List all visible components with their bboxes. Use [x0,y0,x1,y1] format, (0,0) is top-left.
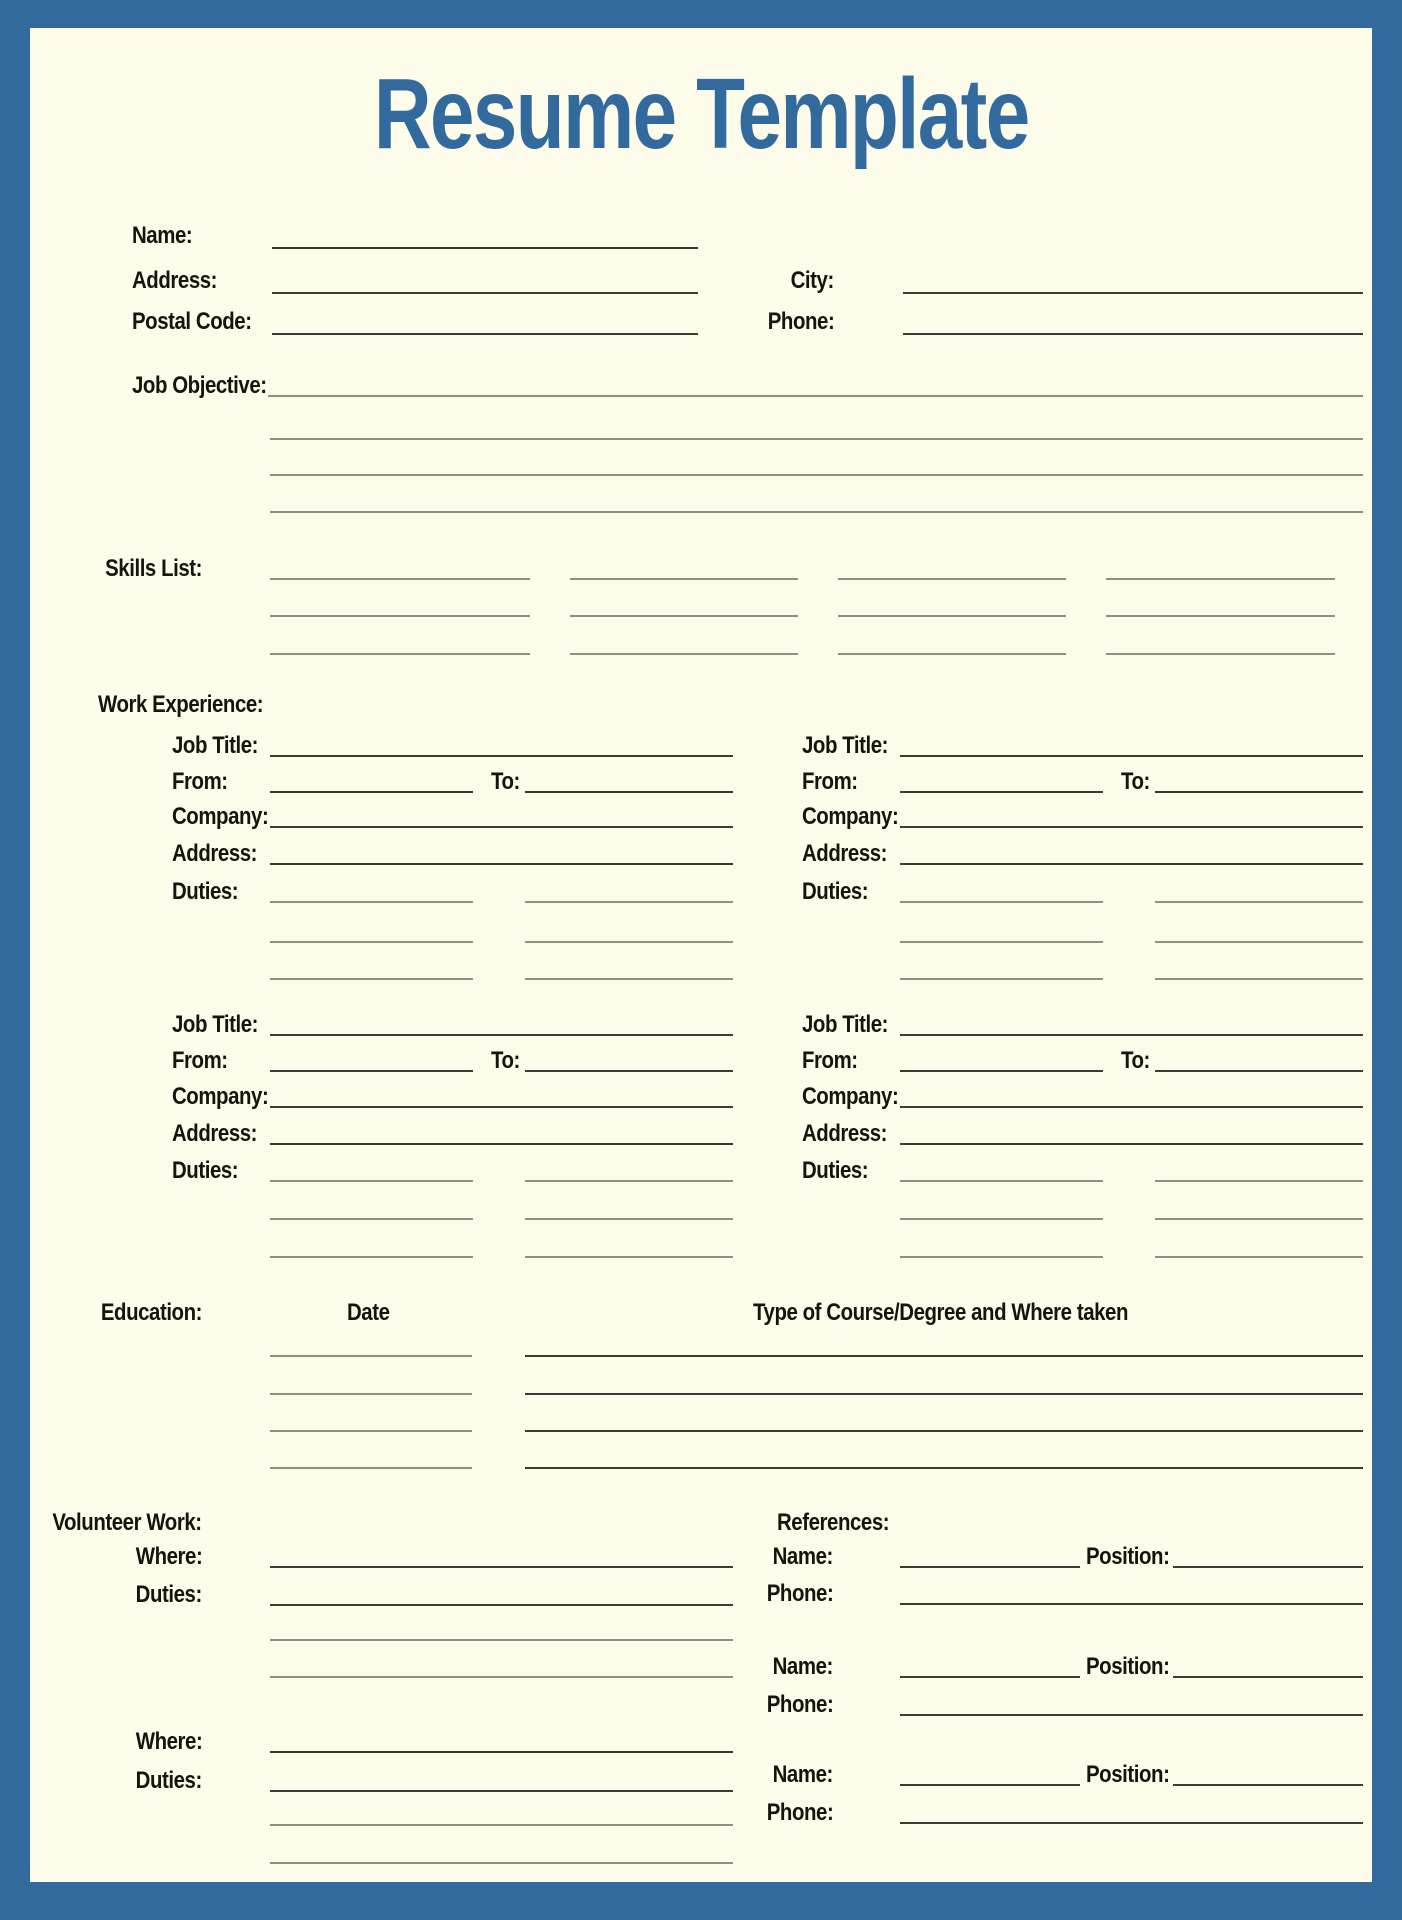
blank-line [270,438,1363,440]
blank-line [1155,1256,1363,1258]
blank-line [903,292,1363,294]
blank-line [903,333,1363,335]
reference-name-label: Name: [772,1653,833,1680]
blank-line [900,1218,1103,1220]
duties-label: Duties: [802,878,869,905]
company-label: Company: [172,803,269,830]
blank-line [838,653,1066,655]
blank-line [270,1751,733,1753]
blank-line [900,863,1363,865]
blank-line [270,1106,733,1108]
blank-line [525,1393,1363,1395]
work-experience-label: Work Experience: [98,691,264,718]
blank-line [900,1566,1080,1568]
blank-line [270,1566,733,1568]
blank-line [270,1256,473,1258]
blank-line [270,978,473,980]
blank-line [270,901,473,903]
city-label: City: [790,267,834,294]
blank-line [1155,1070,1363,1072]
blank-line [525,1467,1363,1469]
blank-line [525,1430,1363,1432]
blank-line [1155,1218,1363,1220]
blank-line [270,1467,472,1469]
blank-line [270,1218,473,1220]
references-label: References: [777,1509,890,1536]
blank-line [900,1603,1363,1605]
reference-name-label: Name: [772,1543,833,1570]
to-label: To: [491,768,520,795]
blank-line [270,941,473,943]
duties-label: Duties: [802,1157,869,1184]
blank-line [900,1256,1103,1258]
blank-line [900,1034,1363,1036]
blank-line [900,826,1363,828]
education-course-header: Type of Course/Degree and Where taken [753,1299,1128,1326]
blank-line [1173,1566,1363,1568]
blank-line [900,1106,1363,1108]
blank-line [525,941,733,943]
reference-position-label: Position: [1086,1543,1170,1570]
duties-label: Duties: [172,878,239,905]
blank-line [1155,978,1363,980]
blank-line [270,1862,733,1864]
volunteer-duties-label: Duties: [135,1767,202,1794]
blank-line [270,1824,733,1826]
blank-line [570,653,798,655]
blank-line [270,1790,733,1792]
blank-line [270,1355,472,1357]
reference-position-label: Position: [1086,1761,1170,1788]
reference-position-label: Position: [1086,1653,1170,1680]
blank-line [270,1034,733,1036]
blank-line [270,615,530,617]
blank-line [270,578,530,580]
blank-line [1155,941,1363,943]
education-date-header: Date [347,1299,390,1326]
from-label: From: [802,1047,858,1074]
blank-line [1106,653,1335,655]
company-label: Company: [802,1083,899,1110]
blank-line [525,791,733,793]
reference-phone-label: Phone: [766,1691,833,1718]
blank-line [270,1676,733,1678]
volunteer-work-label: Volunteer Work: [52,1509,202,1536]
blank-line [1155,1180,1363,1182]
job-title-label: Job Title: [172,732,259,759]
blank-line [272,247,698,249]
blank-line [900,1714,1363,1716]
reference-phone-label: Phone: [766,1580,833,1607]
blank-line [1173,1676,1363,1678]
work-address-label: Address: [172,840,258,867]
blank-line [838,615,1066,617]
blank-line [525,1218,733,1220]
postal-code-label: Postal Code: [132,308,252,335]
company-label: Company: [172,1083,269,1110]
blank-line [1106,615,1335,617]
volunteer-where-label: Where: [135,1728,202,1755]
volunteer-duties-label: Duties: [135,1581,202,1608]
blank-line [525,1180,733,1182]
from-label: From: [802,768,858,795]
to-label: To: [1121,1047,1150,1074]
blank-line [570,615,798,617]
work-address-label: Address: [802,1120,888,1147]
blank-line [270,1180,473,1182]
volunteer-where-label: Where: [135,1543,202,1570]
blank-line [900,1180,1103,1182]
blank-line [900,978,1103,980]
blank-line [270,1639,733,1641]
blank-line [525,901,733,903]
reference-name-label: Name: [772,1761,833,1788]
blank-line [1106,578,1335,580]
blank-line [270,511,1363,513]
blank-line [270,1393,472,1395]
to-label: To: [1121,768,1150,795]
blank-line [900,1822,1363,1824]
blank-line [270,1070,473,1072]
blank-line [270,1430,472,1432]
blank-line [1173,1784,1363,1786]
blank-line [525,978,733,980]
blank-line [270,863,733,865]
job-title-label: Job Title: [172,1011,259,1038]
work-address-label: Address: [172,1120,258,1147]
blank-line [525,1355,1363,1357]
blank-line [900,901,1103,903]
from-label: From: [172,1047,228,1074]
blank-line [900,1070,1103,1072]
blank-line [1155,791,1363,793]
job-title-label: Job Title: [802,1011,889,1038]
duties-label: Duties: [172,1157,239,1184]
reference-phone-label: Phone: [766,1799,833,1826]
blank-line [270,653,530,655]
blank-line [525,1256,733,1258]
page-title: Resume Template [373,58,1029,170]
skills-list-label: Skills List: [105,555,202,582]
company-label: Company: [802,803,899,830]
blank-line [900,941,1103,943]
to-label: To: [491,1047,520,1074]
blank-line [1155,901,1363,903]
education-label: Education: [100,1299,202,1326]
blank-line [838,578,1066,580]
blank-line [525,1070,733,1072]
blank-line [900,1143,1363,1145]
blank-line [268,395,1363,397]
blank-line [270,755,733,757]
blank-line [272,292,698,294]
from-label: From: [172,768,228,795]
blank-line [272,333,698,335]
work-address-label: Address: [802,840,888,867]
address-label: Address: [132,267,218,294]
job-title-label: Job Title: [802,732,889,759]
blank-line [900,1676,1080,1678]
phone-label: Phone: [767,308,834,335]
page-title-wrap [30,58,1372,170]
blank-line [900,1784,1080,1786]
blank-line [270,791,473,793]
blank-line [900,755,1363,757]
blank-line [270,1143,733,1145]
blank-line [270,474,1363,476]
name-label: Name: [132,222,193,249]
blank-line [570,578,798,580]
blank-line [270,826,733,828]
job-objective-label: Job Objective: [132,372,267,399]
blank-line [900,791,1103,793]
blank-line [270,1604,733,1606]
